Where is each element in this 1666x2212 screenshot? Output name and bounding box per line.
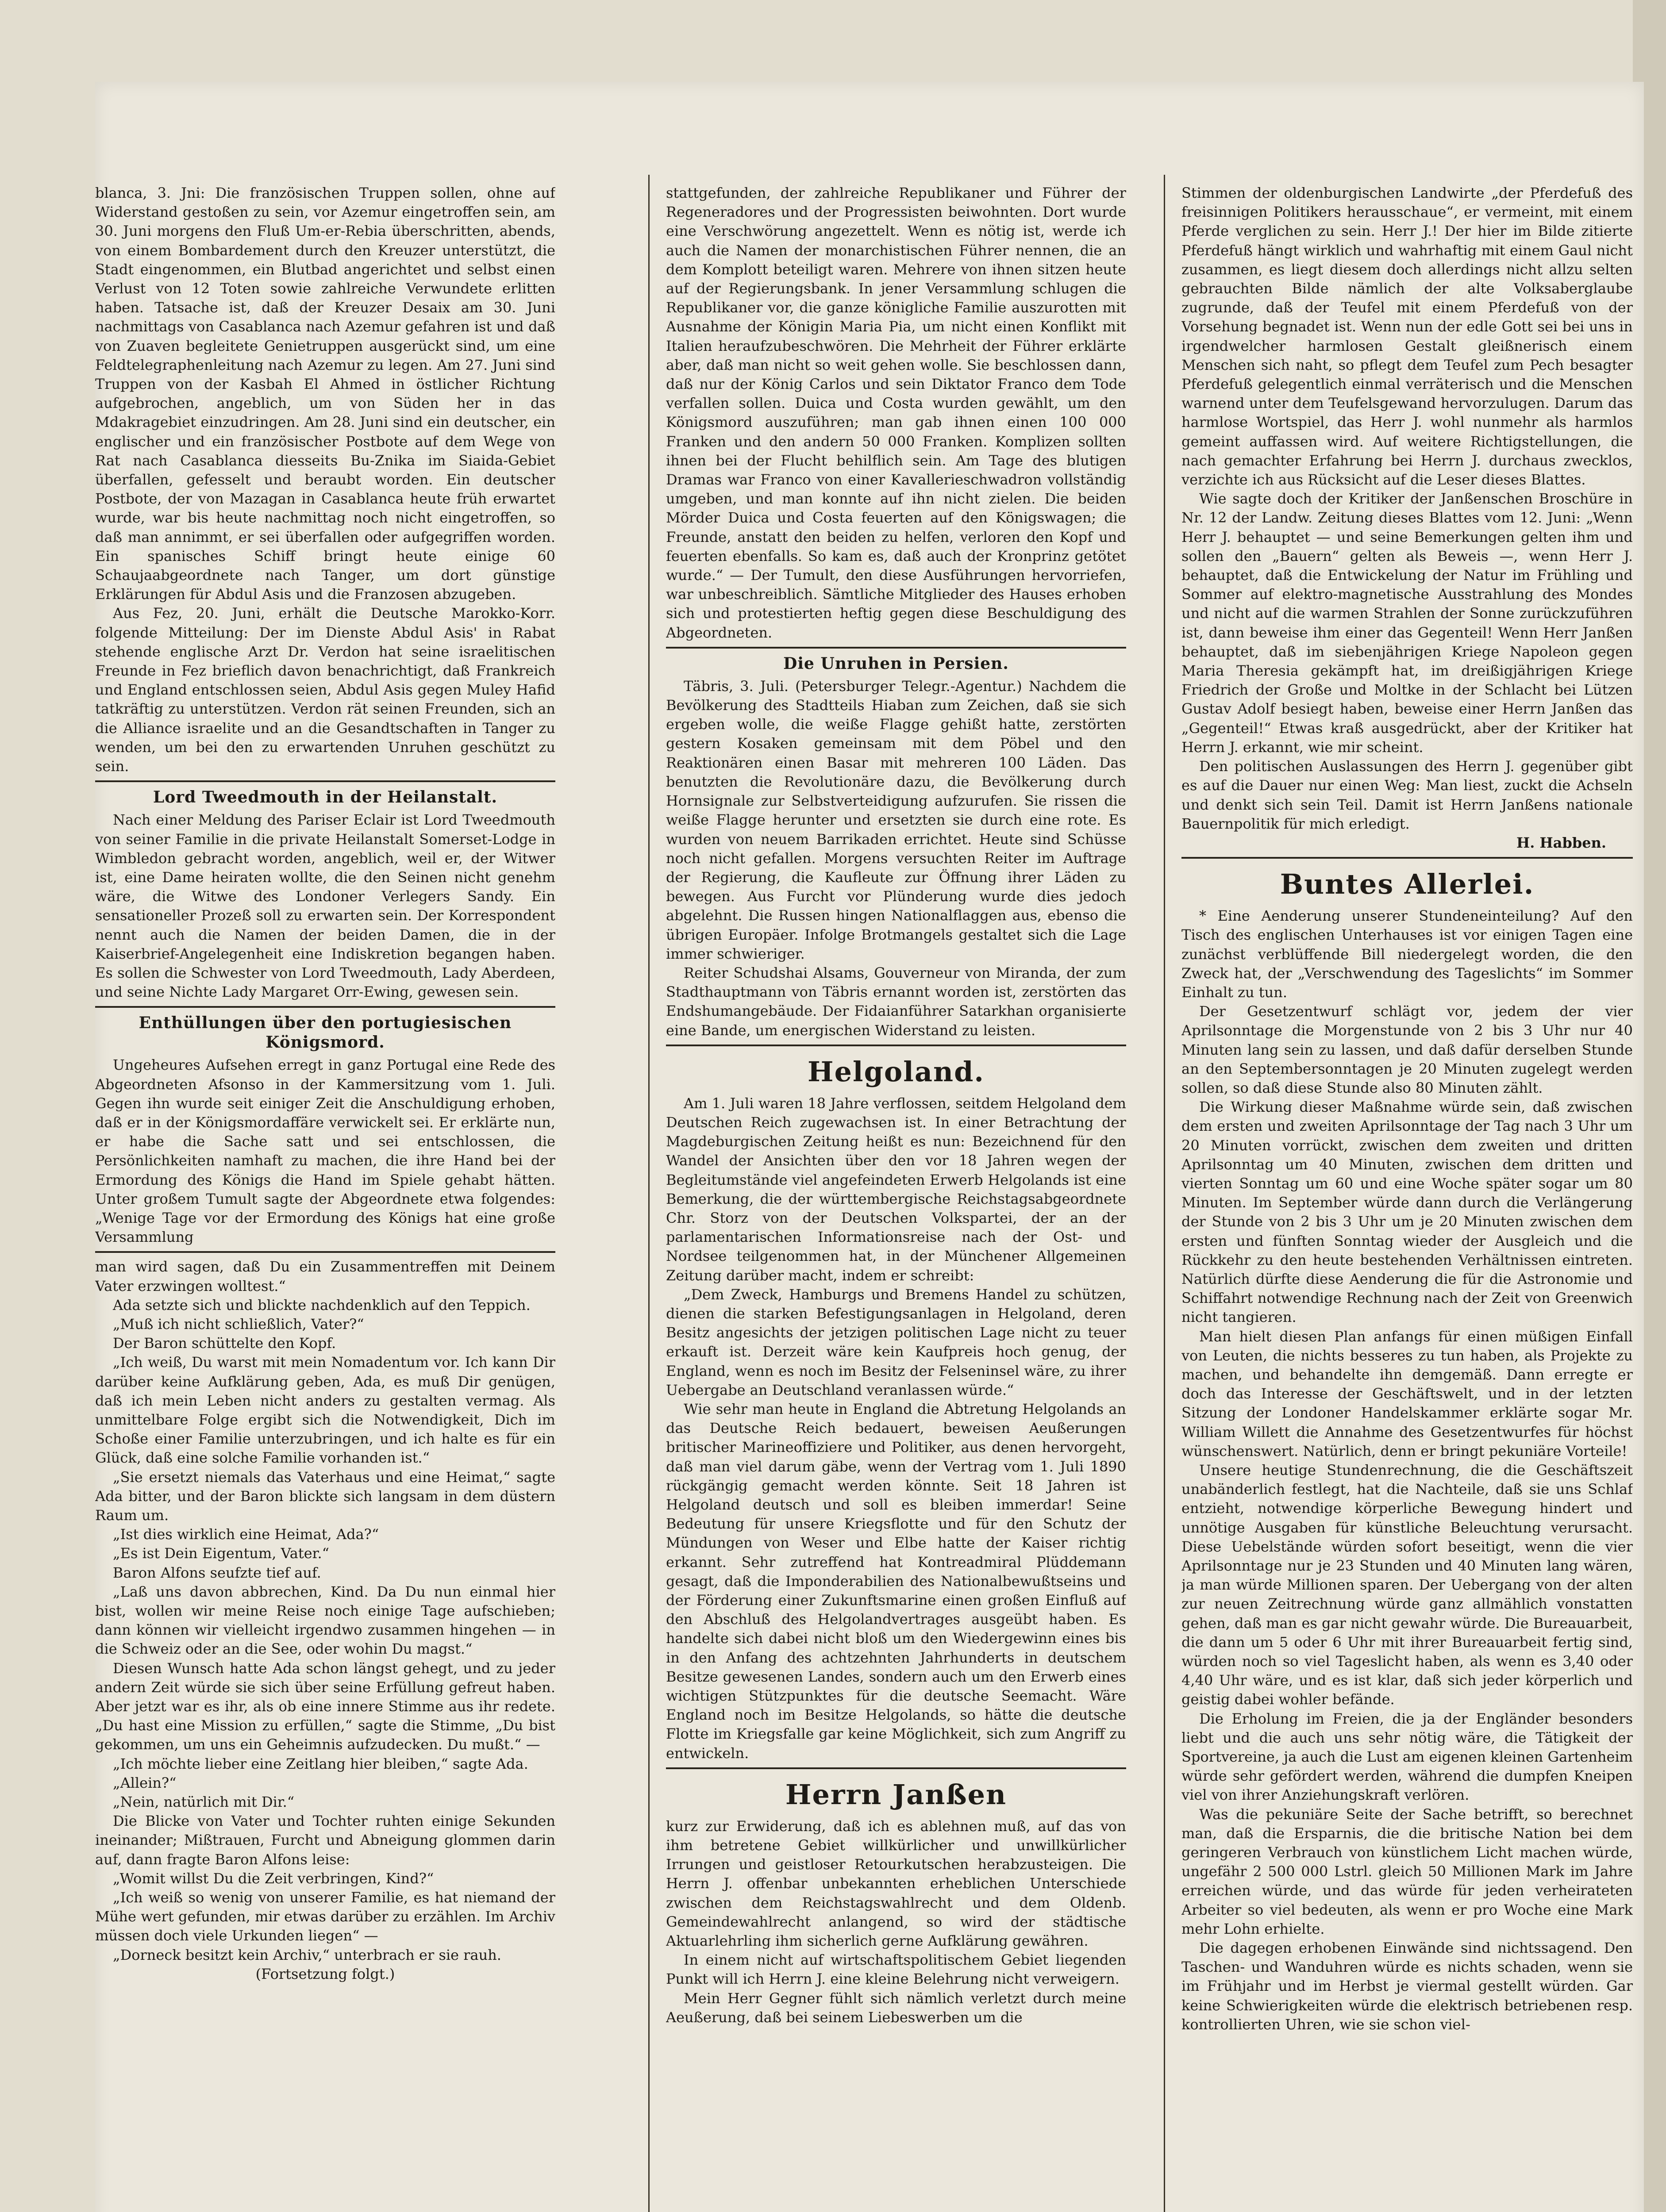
article-text: Reiter Schudshai Alsams, Gouverneur von Miranda, der zum Stadthauptmann von Täbris ernannt worden ist, zerstörten das Endshumangebäude. Der Fidaianführer Satarkhan organisierte eine Bande, um energischen Widerstand zu leisten.: [666, 964, 1126, 1039]
feuilleton-divider: [95, 1251, 555, 1253]
novel-text: „Muß ich nicht schließlich, Vater?“: [113, 1315, 364, 1333]
column-3: [1181, 184, 1633, 2034]
novel-text: Der Baron schüttelte den Kopf.: [113, 1335, 336, 1352]
article-text: Wie sagte doch der Kritiker der Janßenschen Broschüre in Nr. 12 der Landw. Zeitung dieses Blattes vom 12. Juni: „Wenn Herr J. behauptet — und seine Bemerkungen gelten ihm und sollen den „Bauern“ gelten als Beweis —, wenn Herr J. behauptet, daß die Entwickelung der Natur im Frühling und Sommer auf elektro-magnetische Ausstrahlung des Mondes und nicht auf die warmen Strahlen der Sonne zurückzuführen ist, dann beweise ihm einer das Gegenteil! Wenn Herr Janßen behauptet, daß im siebenjährigen Kriege Napoleon gegen Maria Theresia gekämpft hat, im dreißigjährigen Kriege Friedrich der Große und Moltke in der Schlacht bei Lützen Gustav Adolf besiegt haben, beweise einer Herrn Janßen das „Gegenteil!“ Etwas kraß ausgedrückt, aber der Kritiker hat Herrn J. erkannt, wie mir scheint.: [1181, 490, 1633, 756]
column-1: [95, 184, 555, 1984]
novel-text: „Nein, natürlich mit Dir.“: [113, 1793, 295, 1811]
article-text: Ungeheures Aufsehen erregt in ganz Portugal eine Rede des Abgeordneten Afsonso in der Kammersitzung vom 1. Juli. Gegen ihn wurde seit einiger Zeit die Anschuldigung erhoben, daß er in der Königsmordaffäre verwickelt sei. Er erklärte nun, er habe die Sache satt und sei entschlossen, die Persönlichkeiten namhaft zu machen, die ihre Hand bei der Ermordung des Königs die Hand im Spiele gehabt hätten. Unter großem Tumult sagte der Abgeordnete etwa folgendes: „Wenige Tage vor der Ermordung des Königs hat eine große Versammlung: [95, 1056, 555, 1246]
column-rule: [1164, 175, 1165, 2212]
novel-text: „Dorneck besitzt kein Archiv,“ unterbrach er sie rauh.: [113, 1946, 501, 1963]
novel-text: „Sie ersetzt niemals das Vaterhaus und eine Heimat,“ sagte Ada bitter, und der Baron blickte sich langsam in dem düstern Raum um.: [95, 1468, 555, 1524]
column-2: [666, 184, 1126, 2027]
novel-text: Ada setzte sich und blickte nachdenklich auf den Teppich.: [113, 1296, 531, 1313]
novel-text: „Laß uns davon abbrechen, Kind. Da Du nun einmal hier bist, wollen wir meine Reise noch einige Tage aufschieben; dann können wir vielleicht irgendwo zusammen hingehen — in die Schweiz oder an die See, oder wohin Du magst.“: [95, 1583, 555, 1658]
novel-text: Die Blicke von Vater und Tochter ruhten einige Sekunden ineinander; Mißtrauen, Furcht und Abneigung glommen darin auf, dann fragte Baron Alfons leise:: [95, 1813, 555, 1868]
divider: [666, 1045, 1126, 1046]
article-text: Wie sehr man heute in England die Abtretung Helgolands an das Deutsche Reich bedauert, beweisen Aeußerungen britischer Marineoffiziere und Politiker, aus denen hervorgeht, daß man viel darum gäbe, wenn der Vertrag vom 1. Juli 1890 rückgängig gemacht werden könnte. Seit 18 Jahren ist Helgoland deutsch und soll es bleiben immerdar! Seine Bedeutung für unsere Kriegsflotte und für den Schutz der Mündungen von Weser und Elbe hatte der Kaiser richtig erkannt. Sehr zutreffend hat Kontreadmiral Plüddemann gesagt, daß die Imponderabilien des Nationalbewußtseins und der Förderung einer Zukunftsmarine einen großen Einfluß auf den Abschluß des Helgolandvertrages ausgeübt haben. Es handelte sich dabei nicht bloß um den Wiedergewinn eines bis in den Anfang des achtzehnten Jahrhunderts in deutschem Besitze gewesenen Landes, sondern auch um den Erwerb eines wichtigen Stützpunktes für die deutsche Seemacht. Wäre England noch im Besitze Helgolands, so hätte die deutsche Flotte im Kriegsfalle gar keine Möglichkeit, sich zum Angriff zu entwickeln.: [666, 1400, 1126, 1762]
novel-text: Baron Alfons seufzte tief auf.: [113, 1564, 321, 1581]
newspaper-page: [95, 82, 1644, 2212]
headline-tweedmouth: Lord Tweedmouth in der Heilanstalt.: [153, 788, 498, 807]
headline-janssen: Herrn Janßen: [785, 1778, 1007, 1811]
novel-text: „Allein?“: [113, 1774, 177, 1791]
divider: [95, 1006, 555, 1008]
article-text: Nach einer Meldung des Pariser Eclair ist Lord Tweedmouth von seiner Familie in die private Heilanstalt Somerset-Lodge in Wimbledon gebracht worden, angeblich, weil er, der Witwer ist, eine Dame heiraten wollte, die den Seinen nicht genehm wäre, die Witwe des Londoner Verlegers Sandy. Ein sensationeller Prozeß soll zu erwarten sein. Der Korrespondent nennt auch die Namen der beiden Damen, die in der Kaiserbrief-Angelegenheit eine Indiskretion begangen haben. Es sollen die Schwester von Lord Tweedmouth, Lady Aberdeen, und seine Nichte Lady Margaret Orr-Ewing, gewesen sein.: [95, 811, 555, 1001]
article-text: Aus Fez, 20. Juni, erhält die Deutsche Marokko-Korr. folgende Mitteilung: Der im Dienste Abdul Asis' in Rabat stehende englische Arzt Dr. Verdon hat seine israelitischen Freunde in Fez brieflich davon benachrichtigt, daß Frankreich und England entschlossen seien, Abdul Asis gegen Muley Hafid tatkräftig zu unterstützen. Verdon rät seinen Freunden, sich an die Alliance israelite und an die Gesandtschaften in Tanger zu wenden, um bei den zu erwartenden Unruhen geschützt zu sein.: [95, 605, 555, 775]
headline-helgoland: Helgoland.: [807, 1055, 985, 1088]
divider: [1181, 857, 1633, 859]
novel-text: Diesen Wunsch hatte Ada schon längst gehegt, und zu jeder andern Zeit würde sie sich über seine Erfüllung gefreut haben. Aber jetzt war es ihr, als ob eine innere Stimme aus ihr redete. „Du hast eine Mission zu erfüllen,“ sagte die Stimme, „Du bist gekommen, um uns ein Geheimnis aufzudecken. Du mußt.“ —: [95, 1659, 555, 1753]
article-text: Unsere heutige Stundenrechnung, die die Geschäftszeit unabänderlich festlegt, hat die Nachteile, daß sie uns Schlaf entzieht, notwendige körperliche Bewegung hindert und unnötige Ausgaben für künstliche Beleuchtung verursacht. Diese Uebelstände würden sofort beseitigt, wenn die vier Aprilsonntage nur je 23 Stunden und 40 Minuten lang wären, ja man würde Millionen sparen. Der Uebergang von der alten zur neuen Zeitrechnung würde ganz allmählich vonstatten gehen, daß man es gar nicht gewahr würde. Die Bureauarbeit, die dann um 5 oder 6 Uhr mit ihrer Bureauarbeit fertig sind, würden noch so viel Tageslicht haben, als wenn es 3,40 oder 4,40 Uhr wäre, und es ist klar, daß sich jeder körperlich und geistig dabei wohler befände.: [1181, 1462, 1633, 1708]
continuation-note: (Fortsetzung folgt.): [255, 1965, 395, 1982]
article-text: Die dagegen erhobenen Einwände sind nichtssagend. Den Taschen- und Wanduhren würde es nichts schaden, wenn sie im Frühjahr und im Herbst je viermal gestellt würden. Gar keine Schwierigkeiten würde die elektrisch betriebenen resp. kontrollierten Uhren, wie sie schon viel-: [1181, 1939, 1633, 2033]
novel-text: „Womit willst Du die Zeit verbringen, Kind?“: [113, 1870, 434, 1887]
headline-persien: Die Unruhen in Persien.: [783, 654, 1009, 673]
article-text: * Eine Aenderung unserer Stundeneinteilung? Auf den Tisch des englischen Unterhauses ist vor einigen Tagen eine zunächst verblüffende Bill niedergelegt worden, die den Zweck hat, der „Verschwendung des Tageslichts“ im Sommer Einhalt zu tun.: [1181, 907, 1633, 1001]
novel-text: „Ich weiß, Du warst mit mein Nomadentum vor. Ich kann Dir darüber keine Aufklärung geben, Ada, es muß Dir genügen, daß ich mein Leben nicht anders zu gestalten vermag. Als unmittelbare Folge ergibt sich die Notwendigkeit, Dich im Schoße einer Familie unterzubringen, und ich halte es für ein Glück, daß eine solche Familie vorhanden ist.“: [95, 1354, 555, 1467]
article-text: „Dem Zweck, Hamburgs und Bremens Handel zu schützen, dienen die starken Befestigungsanlagen in Helgoland, deren Besitz angesichts der jetzigen politischen Lage nicht zu teuer erkauft ist. Derzeit wäre kein Kaufpreis hoch genug, der England, wenn es noch im Besitz der Felseninsel wäre, zu ihrer Uebergabe an Deutschland veranlassen würde.“: [666, 1286, 1126, 1398]
divider: [666, 1767, 1126, 1769]
novel-text: „Ich weiß so wenig von unserer Familie, es hat niemand der Mühe wert gefunden, mir etwas darüber zu erzählen. Im Archiv müssen doch viele Urkunden liegen“ —: [95, 1889, 555, 1944]
article-text: Den politischen Auslassungen des Herrn J. gegenüber gibt es auf die Dauer nur einen Weg: Man liest, zuckt die Achseln und denkt sich sein Teil. Damit ist Herrn Janßens nationale Bauernpolitik für mich erledigt.: [1181, 758, 1633, 832]
article-text: blanca, 3. Jni: Die französischen Truppen sollen, ohne auf Widerstand gestoßen zu sein, vor Azemur eingetroffen sein, am 30. Juni morgens den Fluß Um-er-Rebia überschritten, abends, von einem Bombardement durch den Kreuzer unterstützt, die Stadt eingenommen, ein Blutbad angerichtet und selbst einen Verlust von 12 Toten sowie zahlreiche Verwundete erlitten haben. Tatsache ist, daß der Kreuzer Desaix am 30. Juni nachmittags von Casablanca nach Azemur gefahren ist und daß von Zuaven begleitete Genietruppen ausgerückt sind, um eine Feldtelegraphenleitung nach Azemur zu legen. Am 27. Juni sind Truppen von der Kasbah El Ahmed in östlicher Richtung aufgebrochen, angeblich, um von Süden her in das Mdakragebiet einzudringen. Am 28. Juni sind ein deutscher, ein englischer und ein französischer Postbote auf dem Wege von Rat nach Casablanca diesseits Bu-Znika im Siaida-Gebiet überfallen, gefesselt und beraubt worden. Ein deutscher Postbote, der von Mazagan in Casablanca heute früh erwartet wurde, war bis heute nachmittag noch nicht eingetroffen, so daß man annimmt, er sei überfallen oder aufgegriffen worden. Ein spanisches Schiff bringt heute einige 60 Schaujaabgeordnete nach Tanger, um dort günstige Erklärungen für Abdul Asis und die Franzosen abzugeben.: [95, 184, 555, 603]
divider: [666, 647, 1126, 649]
article-text: In einem nicht auf wirtschaftspolitischem Gebiet liegenden Punkt will ich Herrn J. eine kleine Belehrung nicht verweigern.: [666, 1951, 1126, 1988]
article-text: Die Erholung im Freien, die ja der Engländer besonders liebt und die auch uns sehr nötig wäre, die Tätigkeit der Sportvereine, ja auch die Lust am eigenen kleinen Gartenheim würde sehr gefördert werden, während die dumpfen Kneipen viel von ihrer Anziehungskraft verlören.: [1181, 1710, 1633, 1804]
article-text: kurz zur Erwiderung, daß ich es ablehnen muß, auf das von ihm betretene Gebiet willkürlicher und unwillkürlicher Irrungen und geistloser Retourkutschen herabzusteigen. Die Herrn J. offenbar unbekannten erheblichen Unterschiede zwischen dem Reichstagswahlrecht und dem Oldenb. Gemeindewahlrecht anlangend, so wird der städtische Aktuarlehrling ihm sicherlich gerne Aufklärung gewähren.: [666, 1817, 1126, 1950]
headline-koenigsmord: Enthüllungen über den portugiesischen Königsmord.: [139, 1014, 512, 1052]
article-text: Man hielt diesen Plan anfangs für einen müßigen Einfall von Leuten, die nichts besseres zu tun haben, als Projekte zu machen, und behandelte ihn demgemäß. Dann erregte er doch das Interesse der Geschäftswelt, und in der letzten Sitzung der Londoner Handelskammer erklärte sogar Mr. William Willett die Annahme des Gesetzentwurfes für höchst wünschenswert. Natürlich, denn er bringt pekuniäre Vorteile!: [1181, 1328, 1633, 1459]
article-text: stattgefunden, der zahlreiche Republikaner und Führer der Regeneradores und der Progressisten beiwohnten. Dort wurde eine Verschwörung angezettelt. Wenn es nötig ist, werde ich auch die Namen der monarchistischen Führer nennen, die an dem Komplott beteiligt waren. Mehrere von ihnen sitzen heute auf der Regierungsbank. In jener Versammlung schlugen die Republikaner vor, die ganze königliche Familie auszurotten mit Ausnahme der Königin Maria Pia, um nicht einen Konflikt mit Italien heraufzubeschwören. Die Mehrheit der Führer erklärte aber, daß man nicht so weit gehen wolle. Sie beschlossen dann, daß nur der König Carlos und sein Diktator Franco dem Tode verfallen sollen. Duica und Costa wurden gewählt, um den Königsmord auszuführen; man gab ihnen einen 100 000 Franken und den andern 50 000 Franken. Komplizen sollten ihnen bei der Flucht behilflich sein. Am Tage des blutigen Dramas war Franco von einer Kavallerieschwadron vollständig umgeben, und man konnte auf ihn nicht zielen. Die beiden Mörder Duica und Costa feuerten auf den Königswagen; die Freunde, anstatt den beiden zu helfen, verloren den Kopf und feuerten ebenfalls. So kam es, daß auch der Kronprinz getötet wurde.“ — Der Tumult, den diese Ausführungen hervorriefen, war unbeschreiblich. Sämtliche Mitglieder des Hauses erhoben sich und protestierten heftig gegen diese Beschuldigung des Abgeordneten.: [666, 184, 1126, 641]
divider: [95, 780, 555, 782]
article-text: Die Wirkung dieser Maßnahme würde sein, daß zwischen dem ersten und zweiten Aprilsonntage der Tag nach 3 Uhr um 20 Minuten vorrückt, zwischen dem zweiten und dritten Aprilsonntag um 40 Minuten, zwischen dem dritten und vierten Sonntag um 60 und eine Woche später sogar um 80 Minuten. Im September würde dann durch die Verlängerung der Stunde von 2 bis 3 Uhr um je 20 Minuten zwischen dem ersten und fünften Sonntag wieder der Ausgleich und die Rückkehr zu den heute bestehenden Verhältnissen eintreten. Natürlich dürfte diese Aenderung die für die Astronomie und Schiffahrt notwendige Rechnung nach der Zeit von Greenwich nicht tangieren.: [1181, 1098, 1633, 1326]
novel-text: „Ist dies wirklich eine Heimat, Ada?“: [113, 1526, 379, 1543]
column-rule: [648, 175, 650, 2212]
article-text: Der Gesetzentwurf schlägt vor, jedem der vier Aprilsonntage die Morgenstunde von 2 bis 3 Uhr nur 40 Minuten lang sein zu lassen, und daß dafür derselben Stunde an den Septembersonntagen je 20 Minuten zugelegt werden sollen, so daß diese Stunde also 80 Minuten zählt.: [1181, 1003, 1633, 1096]
author-signature: H. Habben.: [1516, 834, 1606, 851]
novel-text: „Es ist Dein Eigentum, Vater.“: [113, 1545, 329, 1562]
article-text: Täbris, 3. Juli. (Petersburger Telegr.-Agentur.) Nachdem die Bevölkerung des Stadtteils Hiaban zum Zeichen, daß sie sich ergeben wolle, die weiße Flagge gehißt hatte, zerstörten gestern Kosaken gemeinsam mit dem Pöbel und den Reaktionären einen Basar mit mehreren 100 Läden. Das benutzten die Revolutionäre dazu, die Bevölkerung durch Hornsignale zur Selbstverteidigung aufzurufen. Sie rissen die weiße Flagge herunter und ersetzten sie durch eine rote. Es wurden von neuem Barrikaden errichtet. Heute sind Schüsse noch nicht gefallen. Morgens versuchten Reiter im Auftrage der Regierung, die Kaufleute zur Öffnung ihrer Läden zu bewegen. Aus Furcht vor Plünderung wurde dies jedoch abgelehnt. Die Russen hingen Nationalflaggen aus, ebenso die übrigen Europäer. Infolge Brotmangels gestaltet sich die Lage immer schwieriger.: [666, 677, 1126, 962]
article-text: Mein Herr Gegner fühlt sich nämlich verletzt durch meine Aeußerung, daß bei seinem Liebeswerben um die: [666, 1989, 1126, 2026]
novel-text: man wird sagen, daß Du ein Zusammentreffen mit Deinem Vater erzwingen wolltest.“: [95, 1258, 555, 1294]
headline-buntes-allerlei: Buntes Allerlei.: [1280, 868, 1535, 901]
article-text: Was die pekuniäre Seite der Sache betrifft, so berechnet man, daß die Ersparnis, die die britische Nation bei dem geringeren Verbrauch von künstlichem Licht machen würde, ungefähr 2 500 000 Lstrl. gleich 50 Millionen Mark im Jahre erreichen würde, und das würde für jeden verheirateten Arbeiter so viel bedeuten, als wenn er pro Woche eine Mark mehr Lohn erhielte.: [1181, 1805, 1633, 1937]
article-text: Stimmen der oldenburgischen Landwirte „der Pferdefuß des freisinnigen Politikers herausschaue“, er vermeint, mit einem Pferde verglichen zu sein. Herr J.! Der hier im Bilde zitierte Pferdefuß hängt wirklich und wahrhaftig mit einem Gaul nicht zusammen, es liegt diesem doch allerdings nicht allzu selten gebrauchten Bilde nämlich der alte Volksaberglaube zugrunde, daß der Teufel mit einem Pferdefuß von der Vorsehung begnadet ist. Wenn nun der edle Gott sei bei uns in irgendwelcher harmlosen Gestalt gleißnerisch einem Menschen sich naht, so pflegt dem Teufel zum Pech besagter Pferdefuß gelegentlich einmal verräterisch und die Menschen warnend unter dem Teufelsgewand hervorzulugen. Darum das harmlose Wortspiel, das Herr J. wohl nunmehr als harmlos gemeint auffassen wird. Auf weitere Richtigstellungen, die nach gemachter Erfahrung bei Herrn J. durchaus zwecklos, verzichte ich aus Rücksicht auf die Leser dieses Blattes.: [1181, 184, 1633, 488]
novel-text: „Ich möchte lieber eine Zeitlang hier bleiben,“ sagte Ada.: [113, 1755, 528, 1772]
article-text: Am 1. Juli waren 18 Jahre verflossen, seitdem Helgoland dem Deutschen Reich zugewachsen ist. In einer Betrachtung der Magdeburgischen Zeitung heißt es nun: Bezeichnend für den Wandel der Ansichten über den vor 18 Jahren wegen der Begleitumstände viel angefeindeten Erwerb Helgolands ist eine Bemerkung, die der württembergische Reichstagsabgeordnete Chr. Storz von der Deutschen Volkspartei, der an der parlamentarischen Informationsreise nach der Ost- und Nordsee teilgenommen hat, in der Münchener Allgemeinen Zeitung darüber macht, indem er schreibt:: [666, 1094, 1126, 1284]
